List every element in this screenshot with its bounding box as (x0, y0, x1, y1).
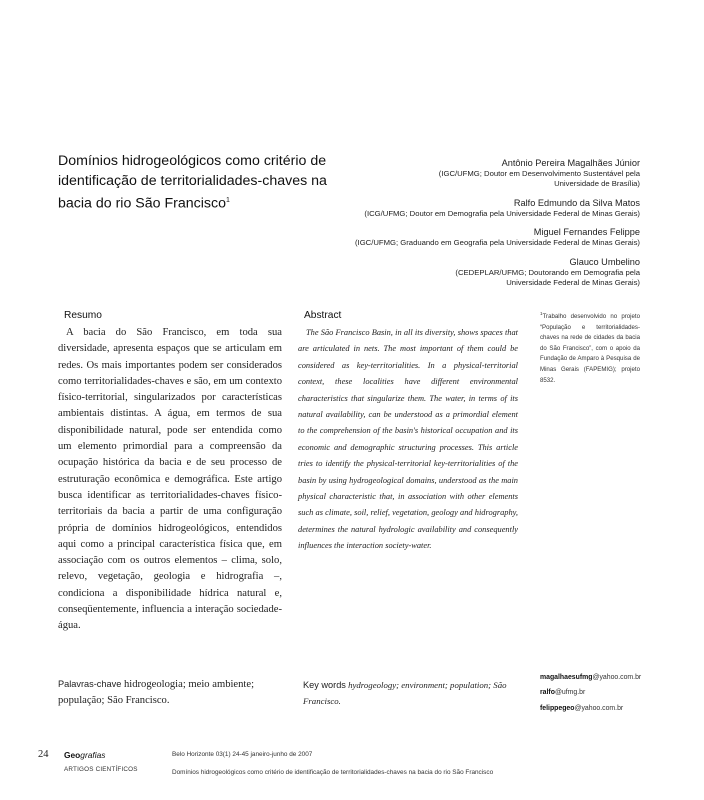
email-domain: @yahoo.com.br (592, 674, 642, 681)
author-entry (300, 157, 640, 190)
title-footnote-marker: 1 (225, 197, 230, 204)
keywords-pt-label: Palavras-chave (58, 679, 122, 689)
journal-name (64, 750, 105, 760)
footnote-marker: 1 (540, 311, 543, 316)
journal-name-italic: grafias (80, 750, 106, 760)
section-label: ARTIGOS CIENTÍFICOS (64, 766, 138, 773)
author-entry (300, 197, 640, 219)
email-entry[interactable] (540, 685, 680, 700)
keywords-en-label: Key words (303, 680, 346, 690)
email-user: ralfo (540, 689, 555, 697)
email-user: felippegeo (540, 704, 575, 712)
author-name: Glauco Umbelino (569, 256, 640, 267)
author-affiliation: (CEDEPLAR/UFMG; Doutorando em Demografia pela (455, 267, 640, 277)
author-list (300, 157, 640, 295)
email-domain: @ufmg.br (554, 689, 586, 697)
author-entry (300, 256, 640, 289)
email-entry[interactable] (540, 670, 680, 685)
article-title-text: Domínios hidrogeológicos como critério de identificação de territorialidades-chaves na bacia do rio São Francisco (58, 153, 327, 212)
keywords-english (303, 677, 521, 709)
author-name: Antônio Pereira Magalhães Júnior (501, 158, 640, 168)
resumo-heading: Resumo (64, 310, 102, 321)
author-emails (540, 670, 680, 716)
author-affiliation: Universidade de Brasília) (554, 179, 640, 189)
email-domain: @yahoo.com.br (574, 704, 624, 712)
footnote (540, 309, 640, 386)
resumo-text: A bacia do São Francisco, em toda sua diversidade, apresenta espaços que se articulam em redes. Os mais importantes podem ser considerados como territorialidades-chaves e são, em um contexto físico-territorial, singularizados por características ambientais distintas. A água, em termos de sua disponibilidade natural, pode ser entendida como um elemento primordial para a compreensão da ocupação histórica da bacia e de seu processo de estruturação econômica e demográfica. Este artigo busca identificar as territorialidades-chaves físico-territoriais da bacia a partir de uma configuração própria de domínios hidrogeológicos, entendidos aqui como a principal característica física que, em associação com os outros elementos – clima, solo, relevo, vegetação, geologia e hidrografia –, condiciona a disponibilidade hídrica natural e, conseqüentemente, influencia a interação sociedade-água. (58, 327, 282, 632)
author-entry (300, 226, 640, 248)
issue-info: Belo Horizonte 03(1) 24-45 janeiro-junho de 2007 (172, 751, 313, 758)
author-affiliation: (ICG/UFMG; Doutor em Demografia pela Universidade Federal de Minas Gerais) (364, 208, 640, 218)
page-number: 24 (38, 749, 49, 760)
running-title: Domínios hidrogeológicos como critério de identificação de territorialidades-chaves na bacia do rio São Francisco (172, 769, 494, 776)
keywords-portuguese (58, 676, 282, 709)
abstract-heading: Abstract (304, 310, 342, 321)
author-name: Ralfo Edmundo da Silva Matos (513, 197, 640, 208)
author-affiliation: (IGC/UFMG; Graduando em Geografia pela Universidade Federal de Minas Gerais) (355, 238, 640, 248)
abstract-text: The São Francisco Basin, in all its diversity, shows spaces that are articulated in nets. The most important of them could be considered as key-territorialities. In a physical-territorial context, these localities have different environmental characteristics that singularize them. The water, in terms of its natural availability, can be understood as a primordial element to the comprehension of the basin's historical occupation and its economic and demographic structuring processes. This article tries to identify the physical-territorial key-territorialities of the basin by using hydrogeological domains, understood as the main physical characteristic that, in association with other elements such as climate, soil, relief, vegetation, geology and hidrography, determines the natural hydrologic availability and consequently influences the interaction society-water. (298, 328, 518, 551)
email-user: magalhaesufmg (540, 674, 593, 681)
author-affiliation: (IGC/UFMG; Doutor em Desenvolvimento Sustentável pela (438, 169, 640, 178)
author-affiliation: Universidade Federal de Minas Gerais) (506, 278, 640, 288)
keywords-en-value: hydrogeology; environment; population; São Francisco. (303, 680, 507, 706)
footnote-text: Trabalho desenvolvido no projeto “População e territorialidades-chaves na rede de cidades da bacia do São Francisco”, com o apoio da Fundação de Amparo à Pesquisa de Minas Gerais (FAPEMIG); projeto 8532. (540, 313, 640, 384)
keywords-pt-value: hidrogeologia; meio ambiente; população; São Francisco. (58, 679, 255, 706)
author-name: Miguel Fernandes Felippe (533, 227, 640, 238)
journal-name-bold: Geo (64, 750, 81, 760)
email-entry[interactable] (540, 701, 680, 716)
